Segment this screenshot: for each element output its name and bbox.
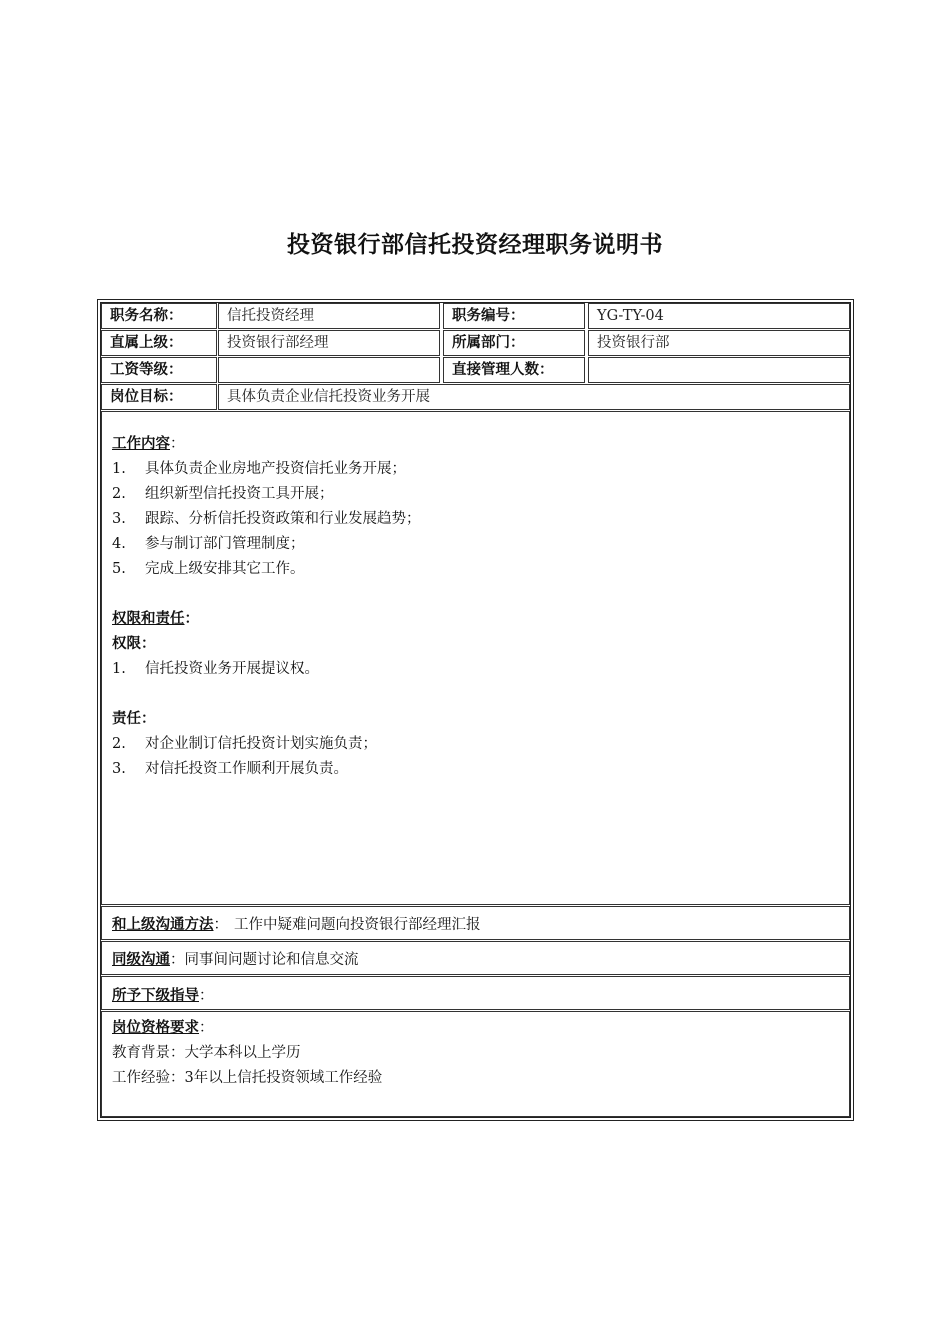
authority-responsibility-heading: 权限和责任： [112, 611, 199, 627]
responsibility-label: 责任： [112, 711, 156, 727]
direct-reports-value [588, 357, 850, 383]
qualifications-heading: 岗位资格要求： [112, 1020, 214, 1036]
list-item: 5. 完成上级安排其它工作。 [112, 561, 305, 577]
subordinate-guidance-row [101, 976, 850, 1010]
list-item: 4. 参与制订部门管理制度； [112, 536, 305, 552]
job-code-label: 职务编号： [443, 303, 585, 329]
list-item: 2. 对企业制订信托投资计划实施负责； [112, 736, 377, 752]
job-name-value: 信托投资经理 [218, 303, 440, 329]
superior-communication-row [101, 906, 850, 940]
salary-grade-value [218, 357, 440, 383]
job-description-table [97, 299, 854, 1121]
duties-section [101, 411, 850, 905]
list-item: 1. 信托投资业务开展提议权。 [112, 661, 319, 677]
salary-grade-label: 工资等级： [101, 357, 217, 383]
superior-communication-text: 和上级沟通方法： 工作中疑难问题向投资银行部经理汇报 [112, 917, 481, 933]
subordinate-guidance-text: 所予下级指导： [112, 988, 214, 1004]
objective-label: 岗位目标： [101, 384, 217, 410]
job-code-value: YG-TY-04 [588, 303, 850, 329]
qualifications-section [101, 1011, 850, 1117]
department-value: 投资银行部 [588, 330, 850, 356]
list-item: 3. 跟踪、分析信托投资政策和行业发展趋势； [112, 511, 421, 527]
list-item: 2. 组织新型信托投资工具开展； [112, 486, 334, 502]
superior-label: 直属上级： [101, 330, 217, 356]
direct-reports-label: 直接管理人数： [443, 357, 585, 383]
document-title: 投资银行部信托投资经理职务说明书 [287, 232, 663, 258]
education-requirement: 教育背景：大学本科以上学历 [112, 1045, 301, 1061]
job-name-label: 职务名称： [101, 303, 217, 329]
superior-value: 投资银行部经理 [218, 330, 440, 356]
work-content-heading: 工作内容： [112, 436, 185, 452]
objective-value: 具体负责企业信托投资业务开展 [218, 384, 850, 410]
peer-communication-text: 同级沟通：同事间问题讨论和信息交流 [112, 952, 359, 968]
department-label: 所属部门： [443, 330, 585, 356]
peer-communication-row [101, 941, 850, 975]
authority-label: 权限： [112, 636, 156, 652]
list-item: 3. 对信托投资工作顺利开展负责。 [112, 761, 348, 777]
list-item: 1. 具体负责企业房地产投资信托业务开展； [112, 461, 406, 477]
experience-requirement: 工作经验：3年以上信托投资领域工作经验 [112, 1070, 383, 1086]
